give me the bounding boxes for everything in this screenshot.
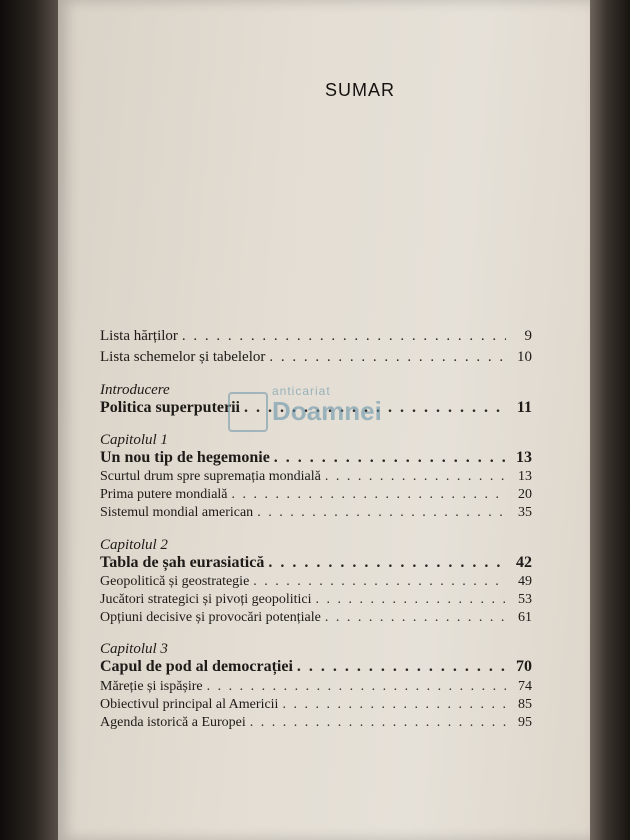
leader-dots	[253, 574, 506, 590]
leader-dots	[269, 349, 506, 366]
leader-dots	[250, 715, 506, 731]
chapter-title-entry-page-number: 13	[516, 448, 532, 466]
book-stack-icon	[228, 392, 268, 432]
chapter-title-entry-title: Politica superputerii	[100, 398, 240, 416]
section-entry	[100, 715, 532, 731]
leader-dots	[282, 697, 506, 713]
leader-dots	[325, 610, 506, 626]
section-entry-title: Măreție și ispășire	[100, 678, 203, 694]
section-entry	[100, 697, 532, 713]
section-entry-page-number: 85	[518, 696, 532, 712]
chapter-title-entry-page-number: 70	[516, 658, 532, 676]
chapter-title-entry	[100, 658, 532, 676]
chapter-title-entry-page-number: 42	[516, 553, 532, 571]
section-entry	[100, 574, 532, 590]
section-entry	[100, 679, 532, 695]
section-entry-title: Prima putere mondială	[100, 487, 228, 503]
chapter-label: Capitolul 3	[100, 641, 168, 658]
front-matter-entry-page-number: 10	[517, 349, 532, 366]
book-spine-shadow	[0, 0, 60, 840]
leader-dots	[232, 487, 506, 503]
front-matter-entry-title: Lista schemelor și tabelelor	[100, 349, 266, 366]
leader-dots	[182, 328, 506, 345]
page-edge-shadow	[590, 0, 630, 840]
leader-dots	[257, 505, 506, 521]
section-entry-page-number: 49	[518, 573, 532, 589]
watermark-small-text: anticariat	[272, 384, 331, 398]
chapter-title-entry	[100, 449, 532, 467]
section-entry-page-number: 74	[518, 678, 532, 694]
page-title: SUMAR	[324, 80, 395, 100]
chapter-title-entry	[100, 554, 532, 572]
section-entry-page-number: 35	[518, 505, 532, 521]
section-entry-title: Sistemul mondial american	[100, 505, 254, 521]
section-entry-title: Geopolitică și geostrategie	[100, 573, 250, 589]
chapter-title-entry-page-number: 11	[516, 398, 532, 416]
front-matter-entry-title: Lista hărților	[100, 328, 178, 344]
section-entry-title: Scurtul drum spre supremația mondială	[100, 469, 321, 485]
section-entry-page-number: 20	[518, 487, 532, 503]
chapter-label: Capitolul 2	[100, 536, 168, 553]
leader-dots	[325, 469, 506, 485]
front-matter-entry	[100, 328, 532, 345]
section-entry	[100, 505, 532, 521]
leader-dots	[268, 554, 506, 572]
section-entry-title: Obiectivul principal al Americii	[100, 696, 279, 712]
chapter-label: Introducere	[100, 381, 170, 398]
section-entry-page-number: 95	[518, 714, 532, 730]
leader-dots	[207, 679, 506, 695]
front-matter-entry-page-number: 9	[524, 328, 532, 344]
section-entry-page-number: 61	[518, 610, 532, 626]
watermark-logo	[228, 384, 428, 438]
section-entry-title: Jucători strategici și pivoți geopolitici	[100, 592, 312, 608]
chapter-title-entry-title: Un nou tip de hegemonie	[100, 448, 270, 466]
section-entry-page-number: 13	[518, 469, 532, 485]
section-entry	[100, 610, 532, 626]
watermark-big-text: Doamnei	[272, 396, 382, 426]
leader-dots	[274, 449, 506, 467]
section-entry	[100, 487, 532, 503]
section-entry-title: Agenda istorică a Europei	[100, 714, 246, 730]
front-matter-entry	[100, 349, 532, 366]
chapter-label: Capitolul 1	[100, 431, 168, 448]
leader-dots	[297, 658, 506, 676]
section-entry	[100, 592, 532, 608]
section-entry	[100, 469, 532, 485]
section-entry-page-number: 53	[518, 592, 532, 608]
section-entry-title: Opțiuni decisive și provocări potențiale	[100, 610, 321, 626]
chapter-title-entry-title: Capul de pod al democrației	[100, 658, 293, 676]
chapter-title-entry-title: Tabla de șah eurasiatică	[100, 553, 265, 571]
leader-dots	[316, 592, 506, 608]
